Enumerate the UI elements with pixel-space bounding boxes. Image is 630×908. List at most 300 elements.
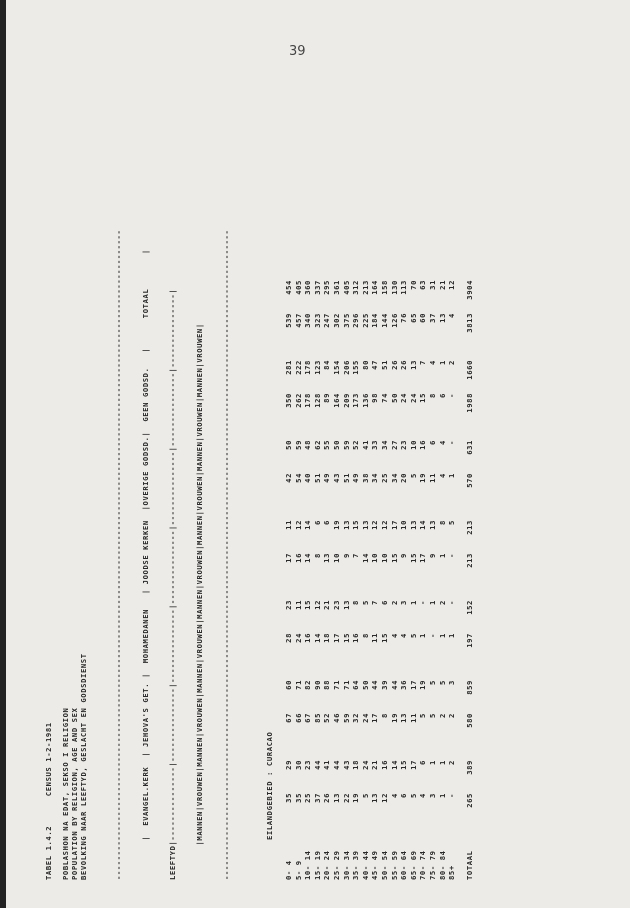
value-cell: 71	[293, 680, 303, 690]
value-cell: 14	[360, 553, 370, 563]
value-cell: 360	[303, 280, 313, 295]
value-cell: 3813	[464, 313, 474, 333]
value-cell: 14	[303, 553, 313, 563]
value-cell: 20	[399, 473, 409, 483]
value-cell: 5	[418, 713, 428, 718]
value-cell: 33	[370, 440, 380, 450]
header-rule: ------------------------------------------------------------------------------------------------------------------------------------	[114, 229, 123, 880]
spacer	[390, 746, 400, 760]
spacer	[409, 506, 419, 520]
value-cell: 62	[312, 440, 322, 450]
value-cell: 15	[418, 393, 428, 403]
spacer	[370, 426, 380, 440]
spacer	[342, 346, 352, 360]
value-cell: 5	[427, 680, 437, 685]
value-cell: 98	[370, 393, 380, 403]
spacer	[418, 826, 428, 840]
spacer	[351, 826, 361, 840]
value-cell: 8	[351, 600, 361, 605]
value-cell: 457	[293, 313, 303, 328]
value-cell: 12	[447, 280, 457, 290]
value-cell: 5	[447, 520, 457, 525]
value-cell: 24	[360, 760, 370, 770]
value-cell: 7	[418, 360, 428, 365]
value-cell: -	[418, 600, 428, 605]
spacer	[428, 506, 438, 520]
spacer	[428, 746, 438, 760]
value-cell: 13	[370, 793, 380, 803]
census-date: CENSUS 1-2-1981	[44, 722, 53, 797]
value-cell: 1	[408, 600, 418, 605]
age-group: 70- 74	[418, 850, 428, 880]
age-group: 75- 79	[427, 850, 437, 880]
spacer	[447, 826, 457, 840]
value-cell: 8	[437, 520, 447, 525]
spacer	[313, 586, 323, 600]
spacer	[390, 826, 400, 840]
value-cell: 15	[341, 633, 351, 643]
value-cell: 67	[303, 713, 313, 723]
value-cell: 13	[341, 600, 351, 610]
value-cell: 44	[370, 680, 380, 690]
value-cell: 1	[437, 553, 447, 558]
page-number: 39	[289, 44, 306, 59]
spacer	[294, 346, 304, 360]
value-cell: 34	[379, 440, 389, 450]
table-row	[313, 280, 323, 880]
value-cell: 4	[418, 793, 428, 798]
spacer	[361, 586, 371, 600]
spacer	[313, 506, 323, 520]
value-cell: 43	[341, 760, 351, 770]
spacer	[428, 666, 438, 680]
spacer	[361, 506, 371, 520]
value-cell: 12	[379, 520, 389, 530]
value-cell: 15	[303, 600, 313, 610]
value-cell: 13	[399, 713, 409, 723]
spacer	[303, 666, 313, 680]
column-header	[96, 140, 249, 880]
value-cell: 47	[370, 360, 380, 370]
spacer	[313, 426, 323, 440]
value-cell: 50	[331, 440, 341, 450]
value-cell: 859	[464, 680, 474, 695]
spacer	[332, 826, 342, 840]
value-cell: 9	[399, 553, 409, 558]
table-row	[351, 280, 361, 880]
value-cell: 10	[370, 553, 380, 563]
value-cell: 281	[284, 360, 293, 375]
value-cell: 14	[418, 520, 428, 530]
age-group: 25- 29	[331, 850, 341, 880]
spacer	[457, 826, 475, 840]
spacer	[294, 826, 304, 840]
value-cell: 15	[379, 633, 389, 643]
value-cell: 19	[418, 473, 428, 483]
value-cell: 40	[303, 473, 313, 483]
value-cell: 128	[312, 393, 322, 408]
spacer	[351, 666, 361, 680]
value-cell: 25	[379, 473, 389, 483]
spacer	[322, 826, 332, 840]
age-group: 5- 9	[293, 860, 303, 880]
spacer	[284, 506, 294, 520]
spacer	[447, 586, 457, 600]
value-cell: 46	[331, 713, 341, 723]
age-group: 15- 19	[312, 850, 322, 880]
spacer	[428, 586, 438, 600]
table-row	[303, 280, 313, 880]
value-cell: 295	[322, 280, 332, 295]
spacer	[380, 826, 390, 840]
spacer	[332, 426, 342, 440]
value-cell: 71	[331, 680, 341, 690]
value-cell: 7	[370, 600, 380, 605]
value-cell: 2	[437, 600, 447, 605]
spacer	[351, 746, 361, 760]
value-cell: 88	[322, 680, 332, 690]
value-cell: 84	[322, 360, 332, 370]
total-label: TOTAAL	[464, 850, 474, 880]
spacer	[342, 506, 352, 520]
spacer	[322, 426, 332, 440]
value-cell: 10	[379, 553, 389, 563]
value-cell: 23	[331, 600, 341, 610]
value-cell: 49	[322, 473, 332, 483]
spacer	[380, 506, 390, 520]
value-cell: 44	[331, 760, 341, 770]
value-cell: 173	[351, 393, 361, 408]
spacer	[418, 746, 428, 760]
value-cell: 18	[351, 760, 361, 770]
value-cell: 6	[437, 393, 447, 398]
value-cell: 2	[389, 600, 399, 605]
age-group: 20- 24	[322, 850, 332, 880]
value-cell: 15	[351, 520, 361, 530]
value-cell: 1	[447, 473, 457, 478]
spacer	[457, 666, 475, 680]
spacer	[390, 346, 400, 360]
value-cell: 296	[351, 313, 361, 328]
spacer	[418, 666, 428, 680]
total-row	[457, 280, 475, 880]
value-cell: 55	[322, 440, 332, 450]
value-cell: 350	[284, 393, 293, 408]
value-cell: 222	[293, 360, 303, 375]
value-cell: 44	[312, 760, 322, 770]
value-cell: 4	[389, 793, 399, 798]
value-cell: 4	[389, 633, 399, 638]
value-cell: 570	[464, 473, 474, 488]
spacer	[438, 506, 448, 520]
spacer	[284, 426, 294, 440]
spacer	[418, 426, 428, 440]
value-cell: 209	[341, 393, 351, 408]
value-cell: 5	[408, 793, 418, 798]
value-cell: 155	[351, 360, 361, 375]
value-cell: 11	[293, 600, 303, 610]
value-cell: 59	[341, 713, 351, 723]
value-cell: 8	[312, 553, 322, 558]
spacer	[313, 746, 323, 760]
value-cell: 16	[293, 553, 303, 563]
spacer	[303, 746, 313, 760]
spacer	[457, 346, 475, 360]
age-group: 50- 54	[379, 850, 389, 880]
age-group: 40- 44	[360, 850, 370, 880]
value-cell: 1	[437, 360, 447, 365]
value-cell: 213	[464, 553, 474, 568]
value-cell: 4	[437, 473, 447, 478]
value-cell: 51	[312, 473, 322, 483]
spacer	[332, 506, 342, 520]
value-cell: 35	[284, 793, 293, 803]
value-cell: 66	[293, 713, 303, 723]
value-cell: 41	[360, 440, 370, 450]
value-cell: 6	[322, 520, 332, 525]
spacer	[390, 506, 400, 520]
region-label: EILANDGEBIED : CURACAO	[265, 731, 274, 840]
value-cell: 12	[293, 520, 303, 530]
value-cell: 4	[399, 633, 409, 638]
value-cell: 213	[464, 520, 474, 535]
spacer	[438, 586, 448, 600]
spacer	[322, 746, 332, 760]
value-cell: 11	[427, 473, 437, 483]
value-cell: 405	[293, 280, 303, 295]
spacer	[284, 346, 294, 360]
table-row	[380, 280, 390, 880]
value-cell: 13	[331, 793, 341, 803]
spacer	[399, 826, 409, 840]
value-cell: 1660	[464, 360, 474, 380]
table-row	[332, 280, 342, 880]
value-cell: 11	[284, 520, 293, 530]
spacer	[284, 586, 294, 600]
spacer	[390, 586, 400, 600]
table-row	[399, 280, 409, 880]
value-cell: 59	[293, 440, 303, 450]
value-cell: 60	[284, 680, 293, 690]
value-cell: 405	[341, 280, 351, 295]
spacer	[447, 346, 457, 360]
table-row	[390, 280, 400, 880]
spacer	[447, 426, 457, 440]
value-cell: 54	[293, 473, 303, 483]
value-cell: 24	[408, 393, 418, 403]
table-row	[438, 280, 448, 880]
title-english: POPULATION BY RELIGION, AGE AND SEX	[70, 707, 79, 880]
spacer	[332, 746, 342, 760]
value-cell: 123	[312, 360, 322, 375]
spacer	[342, 666, 352, 680]
value-cell: 10	[399, 520, 409, 530]
value-cell: 17	[284, 553, 293, 563]
age-group: 45- 49	[370, 850, 380, 880]
value-cell: 31	[427, 280, 437, 290]
value-cell: 5	[360, 600, 370, 605]
value-cell: 126	[389, 313, 399, 328]
age-group: 65- 69	[408, 850, 418, 880]
value-cell: 13	[408, 360, 418, 370]
value-cell: 7	[351, 553, 361, 558]
spacer	[457, 746, 475, 760]
value-cell: 323	[312, 313, 322, 328]
value-cell: 164	[370, 280, 380, 295]
age-group: 55- 59	[389, 850, 399, 880]
table-id-line	[44, 140, 53, 880]
value-cell: 375	[341, 313, 351, 328]
value-cell: 631	[464, 440, 474, 455]
value-cell: 12	[370, 520, 380, 530]
value-cell: 26	[399, 360, 409, 370]
spacer	[418, 586, 428, 600]
value-cell: 30	[293, 760, 303, 770]
value-cell: -	[447, 440, 457, 445]
value-cell: 3	[399, 600, 409, 605]
value-cell: 15	[408, 553, 418, 563]
value-cell: 9	[341, 553, 351, 558]
rotated-table-block	[44, 140, 504, 880]
spacer	[332, 586, 342, 600]
table-id: TABEL 1.4.2	[44, 825, 53, 880]
value-cell: 21	[322, 600, 332, 610]
value-cell: 152	[464, 600, 474, 615]
value-cell: 28	[284, 633, 293, 643]
value-cell: 312	[351, 280, 361, 295]
spacer	[303, 426, 313, 440]
value-cell: 14	[303, 520, 313, 530]
spacer	[294, 666, 304, 680]
value-cell: -	[427, 633, 437, 638]
spacer	[409, 346, 419, 360]
value-cell: 206	[341, 360, 351, 375]
value-cell: 48	[303, 440, 313, 450]
spacer	[313, 666, 323, 680]
value-cell: 42	[284, 473, 293, 483]
value-cell: 16	[351, 633, 361, 643]
value-cell: 80	[360, 360, 370, 370]
spacer	[409, 426, 419, 440]
spacer	[370, 666, 380, 680]
value-cell: 5	[427, 713, 437, 718]
value-cell: 26	[389, 360, 399, 370]
value-cell: 38	[360, 473, 370, 483]
spacer	[332, 346, 342, 360]
table-row	[447, 280, 457, 880]
spacer	[361, 426, 371, 440]
table-row	[322, 280, 332, 880]
table-row	[361, 280, 371, 880]
value-cell: 197	[464, 633, 474, 648]
value-cell: 178	[303, 393, 313, 408]
value-cell: -	[447, 553, 457, 558]
value-cell: 17	[408, 680, 418, 690]
header-age-line: LEEFTYD|---------------|---------------|---------------|---------------|---------------|---------------|---------------|	[168, 288, 177, 880]
value-cell: 6	[312, 520, 322, 525]
value-cell: 17	[370, 713, 380, 723]
header-sex: |MANNEN|VROUWEN|MANNEN|VROUWEN|MANNEN|VROUWEN|MANNEN|VROUWEN|MANNEN|VROUWEN|MANNEN|VROUWEN|MANNEN|VROUWEN|	[195, 323, 204, 880]
spacer	[294, 746, 304, 760]
value-cell: 164	[331, 393, 341, 408]
spacer	[370, 586, 380, 600]
spacer	[351, 506, 361, 520]
value-cell: 8	[379, 713, 389, 718]
spacer	[313, 826, 323, 840]
value-cell: 337	[312, 280, 322, 295]
spacer	[322, 346, 332, 360]
spacer	[303, 346, 313, 360]
value-cell: 213	[360, 280, 370, 295]
spacer	[284, 666, 294, 680]
table-row	[342, 280, 352, 880]
spacer	[428, 346, 438, 360]
spacer	[303, 586, 313, 600]
value-cell: 17	[331, 633, 341, 643]
value-cell: 8	[427, 393, 437, 398]
value-cell: 17	[418, 553, 428, 563]
value-cell: 39	[379, 680, 389, 690]
spacer	[351, 586, 361, 600]
value-cell: 158	[379, 280, 389, 295]
value-cell: 50	[284, 440, 293, 450]
age-group: 10- 14	[303, 850, 313, 880]
value-cell: 22	[341, 793, 351, 803]
value-cell: 3904	[464, 280, 474, 300]
title-papiamentu: POBLASHON NA EDAT, SEKSO I RELIGION	[61, 707, 70, 880]
value-cell: 154	[331, 360, 341, 375]
value-cell: 5	[437, 680, 447, 685]
value-cell: 19	[389, 713, 399, 723]
value-cell: 21	[437, 280, 447, 290]
value-cell: 64	[351, 680, 361, 690]
table-row	[284, 280, 294, 880]
value-cell: 340	[303, 313, 313, 328]
value-cell: 389	[464, 760, 474, 775]
value-cell: -	[447, 393, 457, 398]
value-cell: 36	[399, 680, 409, 690]
spacer	[313, 346, 323, 360]
value-cell: 4	[427, 360, 437, 365]
value-cell: 43	[331, 473, 341, 483]
spacer	[457, 426, 475, 440]
value-cell: 27	[389, 440, 399, 450]
spacer	[322, 586, 332, 600]
value-cell: 24	[293, 633, 303, 643]
value-cell: 11	[370, 633, 380, 643]
spacer	[399, 506, 409, 520]
spacer	[409, 746, 419, 760]
value-cell: 13	[427, 520, 437, 530]
value-cell: 13	[408, 520, 418, 530]
value-cell: 225	[360, 313, 370, 328]
value-cell: 52	[351, 440, 361, 450]
spacer	[438, 826, 448, 840]
value-cell: 14	[312, 633, 322, 643]
value-cell: 184	[370, 313, 380, 328]
spacer	[457, 506, 475, 520]
value-cell: 70	[408, 280, 418, 290]
value-cell: 15	[399, 760, 409, 770]
spacer	[322, 506, 332, 520]
document-page	[6, 0, 630, 908]
value-cell: 19	[331, 520, 341, 530]
spacer	[457, 586, 475, 600]
value-cell: 1	[427, 600, 437, 605]
value-cell: 3	[447, 680, 457, 685]
value-cell: 5	[408, 633, 418, 638]
table-row	[294, 280, 304, 880]
